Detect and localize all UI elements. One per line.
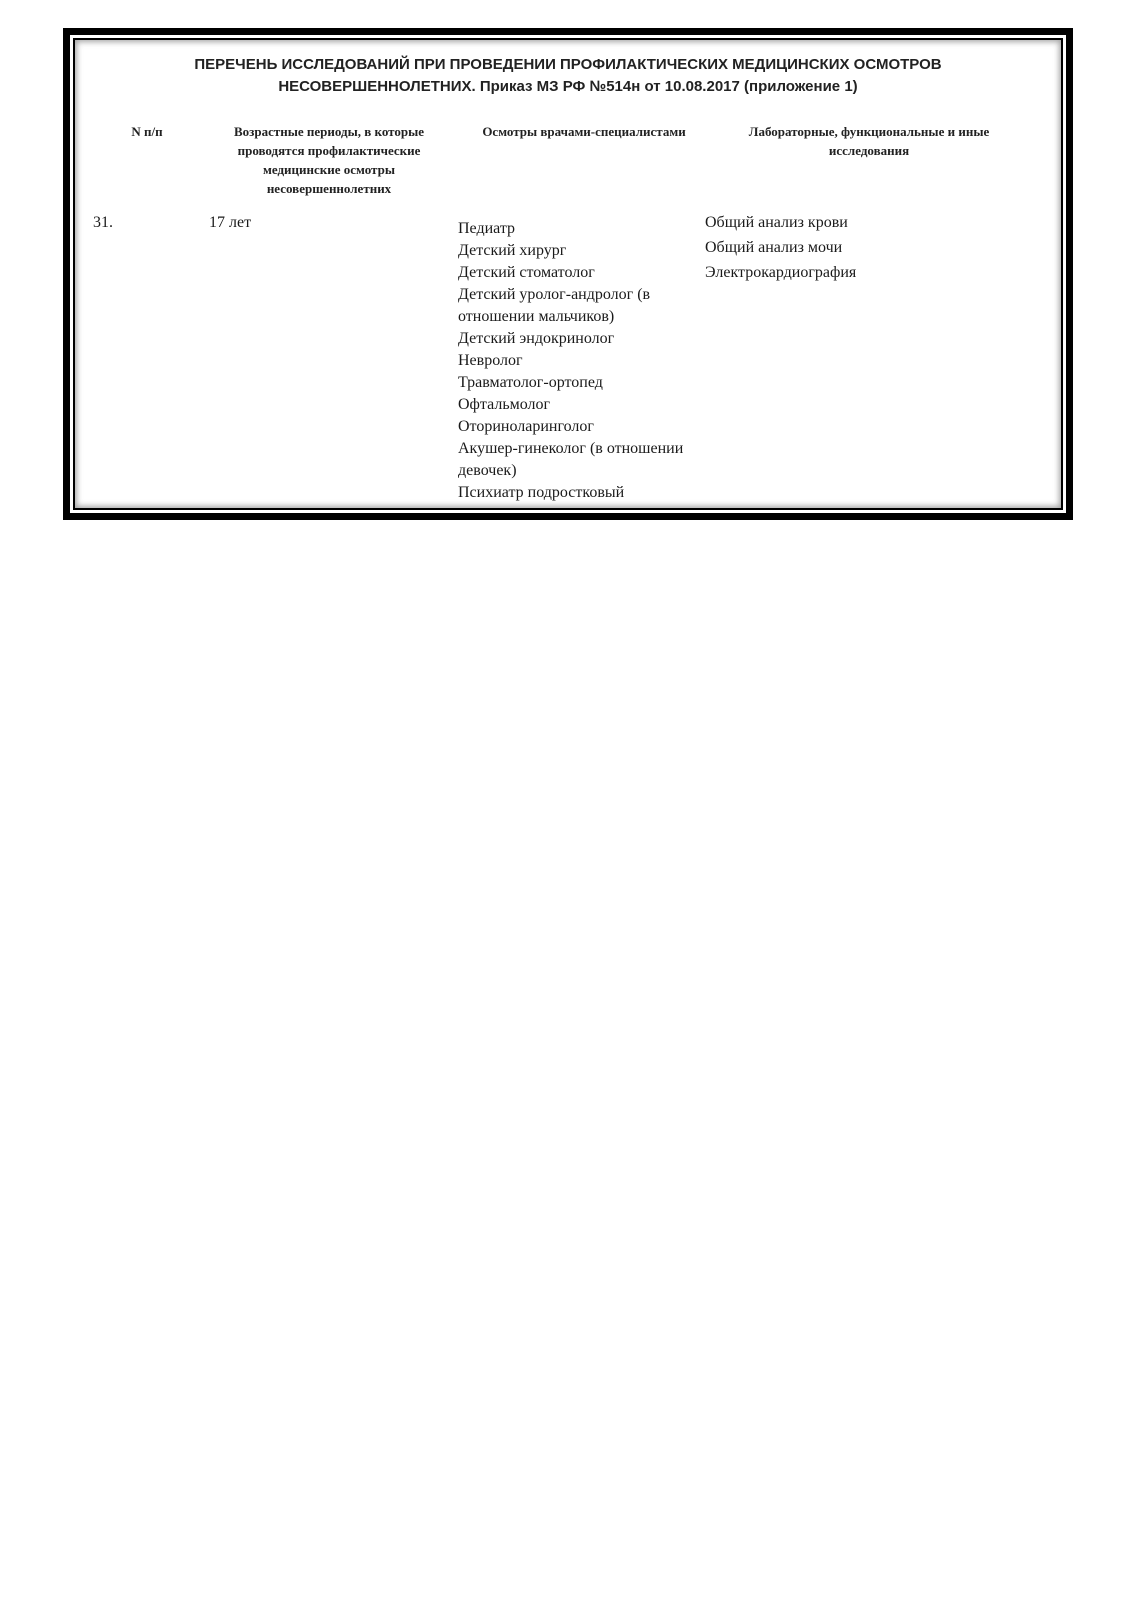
- document-frame: [63, 28, 1073, 520]
- column-header-studies: Лабораторные, функциональные и иные исследования: [748, 124, 990, 158]
- list-item: Общий анализ мочи: [705, 239, 843, 256]
- document-title: [75, 54, 1061, 98]
- row-age: 17 лет: [209, 214, 252, 231]
- column-header-specialists: Осмотры врачами-специалистами: [482, 124, 686, 139]
- list-item: Травматолог-ортопед: [458, 374, 603, 391]
- list-item: Детский эндокринолог: [458, 330, 615, 347]
- title-line-2: НЕСОВЕРШЕННОЛЕТНИХ. Приказ МЗ РФ №514н от 10.08.2017 (приложение 1): [278, 78, 858, 95]
- specialists-cell: [458, 218, 688, 504]
- column-header-age-periods: Возрастные периоды, в которые проводятся профилактические медицинские осмотры несовершеннолетних: [233, 124, 425, 196]
- studies-list: [705, 212, 965, 284]
- specialists-list: [458, 218, 688, 504]
- list-item: Общий анализ крови: [705, 214, 848, 231]
- list-item: Педиатр: [458, 220, 516, 237]
- list-item: Психиатр подростковый: [458, 484, 625, 501]
- list-item: Детский хирург: [458, 242, 567, 259]
- list-item: Невролог: [458, 352, 523, 369]
- title-line-1: ПЕРЕЧЕНЬ ИССЛЕДОВАНИЙ ПРИ ПРОВЕДЕНИИ ПРОФИЛАКТИЧЕСКИХ МЕДИЦИНСКИХ ОСМОТРОВ: [194, 56, 942, 73]
- list-item: Детский уролог-андролог (в отношении мальчиков): [458, 286, 651, 325]
- column-header-number: N п/п: [131, 124, 163, 139]
- list-item: Оториноларинголог: [458, 418, 594, 435]
- list-item: Офтальмолог: [458, 396, 551, 413]
- studies-cell: [705, 212, 965, 287]
- document-frame-inner: [73, 38, 1063, 510]
- row-number: 31.: [93, 214, 113, 231]
- list-item: Электрокардиография: [705, 264, 857, 281]
- list-item: Акушер-гинеколог (в отношении девочек): [458, 440, 684, 479]
- list-item: Детский стоматолог: [458, 264, 595, 281]
